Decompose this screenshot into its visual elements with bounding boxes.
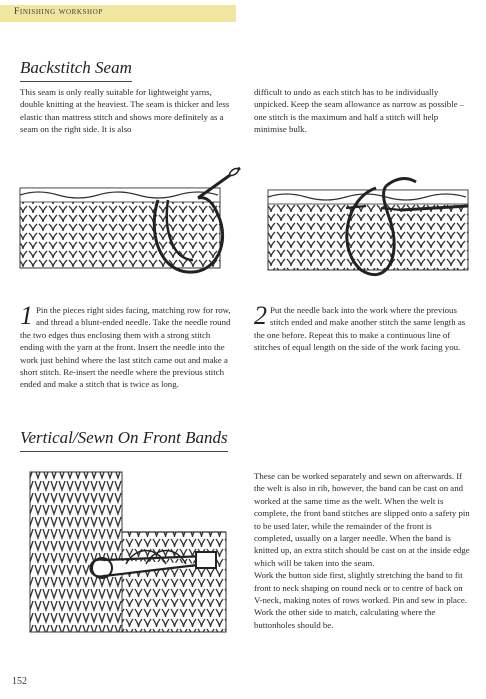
- backstitch-step1-illustration: [18, 160, 243, 295]
- header-band: [0, 5, 236, 22]
- backstitch-intro-left: This seam is only really suitable for lightweight yarns, double knitting at the heaviest. The seam is thicker and less elastic than mattress stitch and shows more definitely as a seam on the right side. It is also: [20, 87, 230, 135]
- backstitch-step2: [254, 301, 466, 354]
- page-number: 152: [12, 676, 27, 687]
- bands-title: [20, 428, 228, 448]
- step1-text: Pin the pieces right sides facing, matching row for row, and thread a blunt-ended needle. Take the needle round the two edges thus enclosing them with a strong stitch ending with the yarn at the front. Insert the needle into the work just behind where the last stitch came out and make a short stitch. Re-insert the needle where the previous stitch ended and make a stitch that is twice as long.: [20, 305, 231, 390]
- backstitch-title-text: Backstitch Seam: [20, 58, 132, 77]
- front-band-illustration: [26, 468, 231, 636]
- step2-number: 2: [254, 301, 267, 330]
- backstitch-step1: [20, 301, 233, 391]
- title-underline: [20, 81, 132, 82]
- backstitch-intro-right: difficult to undo as each stitch has to be individually unpicked. Keep the seam allowance as narrow as possible – one stitch is the maximum and half a stitch will help minimise bulk.: [254, 87, 465, 135]
- backstitch-step2-illustration: [266, 168, 474, 293]
- step2-text: Put the needle back into the work where the previous stitch ended and make another stitch the same length as the one before. Repeat this to make a continuous line of stitches of equal length on the side of the work facing you.: [254, 305, 466, 353]
- backstitch-title: [20, 58, 132, 78]
- bands-title-text: Vertical/Sewn On Front Bands: [20, 428, 228, 447]
- bands-body: These can be worked separately and sewn on afterwards. If the welt is also in rib, however, the band can be cast on and worked at the same time as the welt. When the welt is complete, the front band stitches are slipped onto a safety pin to be used later, while the remainder of the front is completed, usually on a larger needle. When the band is knitted up, an extra stitch should be cast on at the inside edge which will be taken into the seam. Work the button side first, slightly stretching the band to fit front to neck shaping on round neck or to centre of back on V-neck, making notes of rows worked. Pin and sew in place. Work the other side to match, calculating where the buttonholes should be.: [254, 471, 470, 630]
- title-underline: [20, 451, 228, 452]
- step1-number: 1: [20, 301, 33, 330]
- header-label: Finishing workshop: [14, 7, 103, 17]
